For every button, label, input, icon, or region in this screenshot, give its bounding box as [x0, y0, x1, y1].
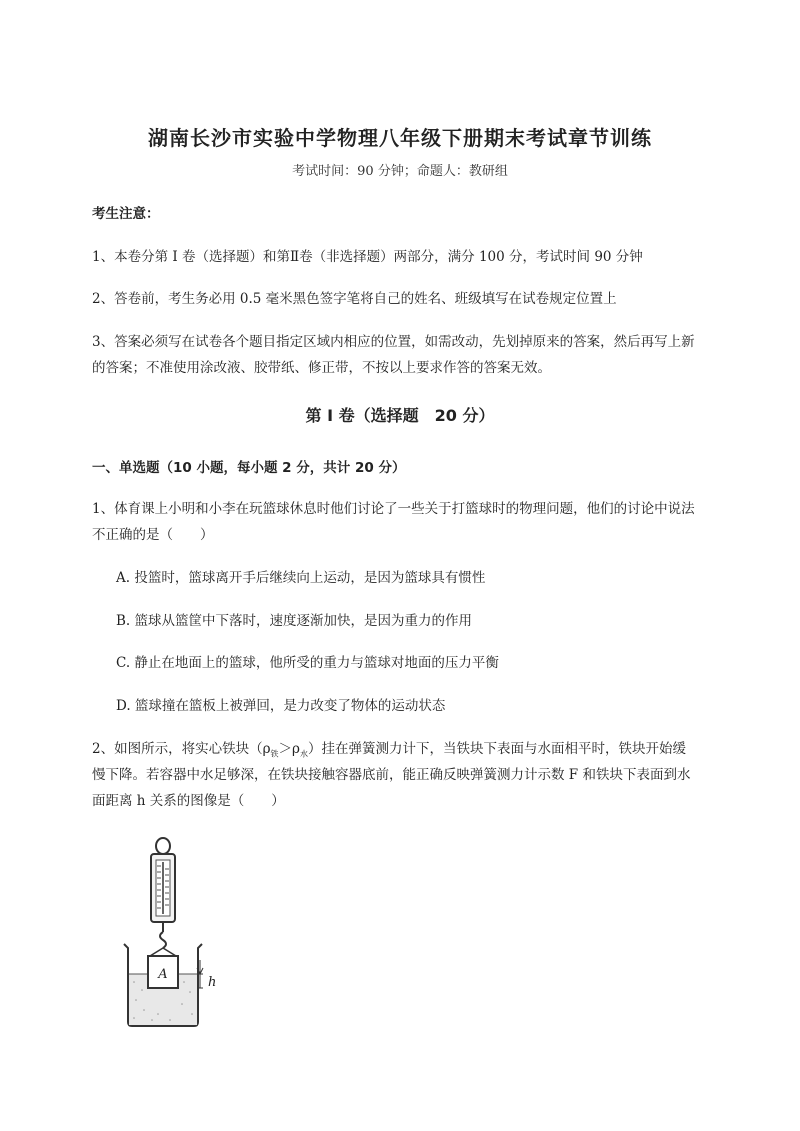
notice-item-1: 1、本卷分第 I 卷（选择题）和第Ⅱ卷（非选择题）两部分，满分 100 分，考试时间 90 分钟	[92, 249, 643, 265]
notice-item-2: 2、答卷前，考生务必用 0.5 毫米黑色签字笔将自己的姓名、班级填写在试卷规定位置上	[92, 291, 617, 307]
notice-item-3-cont: 的答案；不准使用涂改液、胶带纸、修正带，不按以上要求作答的答案无效。	[92, 360, 551, 376]
q2-sub-water: 水	[299, 749, 308, 759]
notice-item-3: 3、答案必须写在试卷各个题目指定区域内相应的位置，如需改动，先划掉原来的答案，然后再写上新	[92, 334, 695, 350]
q2-sub-iron: 铁	[270, 749, 279, 759]
part-heading: 一、单选题（10 小题，每小题 2 分，共计 20 分）	[92, 460, 406, 476]
h-label: h	[208, 975, 217, 990]
q2-text-a: 2、如图所示，将实心铁块（ρ	[92, 741, 271, 757]
question-2-stem-cont-2: 面距离 h 关系的图像是（ ）	[92, 793, 285, 809]
question-1-stem-cont: 不正确的是（ ）	[92, 527, 214, 543]
exam-subtitle: 考试时间：90 分钟；命题人：教研组	[292, 164, 508, 179]
question-1-option-a: A. 投篮时，篮球离开手后继续向上运动，是因为篮球具有惯性	[116, 570, 486, 586]
question-1-option-b: B. 篮球从篮筐中下落时，速度逐渐加快，是因为重力的作用	[116, 613, 473, 629]
question-2-stem-cont: 慢下降。若容器中水足够深，在铁块接触容器底前，能正确反映弹簧测力计示数 F 和铁块下表面到水	[92, 767, 691, 783]
spring-scale-figure	[118, 832, 228, 1032]
q2-gt: ＞ρ	[278, 741, 300, 757]
block-label: A	[158, 967, 168, 982]
q2-text-b: ）挂在弹簧测力计下，当铁块下表面与水面相平时，铁块开始缓	[307, 741, 686, 757]
question-1-option-d: D. 篮球撞在篮板上被弹回，是力改变了物体的运动状态	[116, 698, 446, 714]
section-title: 第 I 卷（选择题 20 分）	[305, 406, 495, 425]
question-1-stem: 1、体育课上小明和小李在玩篮球休息时他们讨论了一些关于打篮球时的物理问题，他们的讨论中说法	[92, 501, 695, 517]
exam-title: 湖南长沙市实验中学物理八年级下册期末考试章节训练	[148, 126, 652, 150]
notice-heading: 考生注意：	[92, 206, 160, 222]
question-1-option-c: C. 静止在地面上的篮球，他所受的重力与篮球对地面的压力平衡	[116, 655, 499, 671]
question-2-stem	[92, 737, 686, 760]
